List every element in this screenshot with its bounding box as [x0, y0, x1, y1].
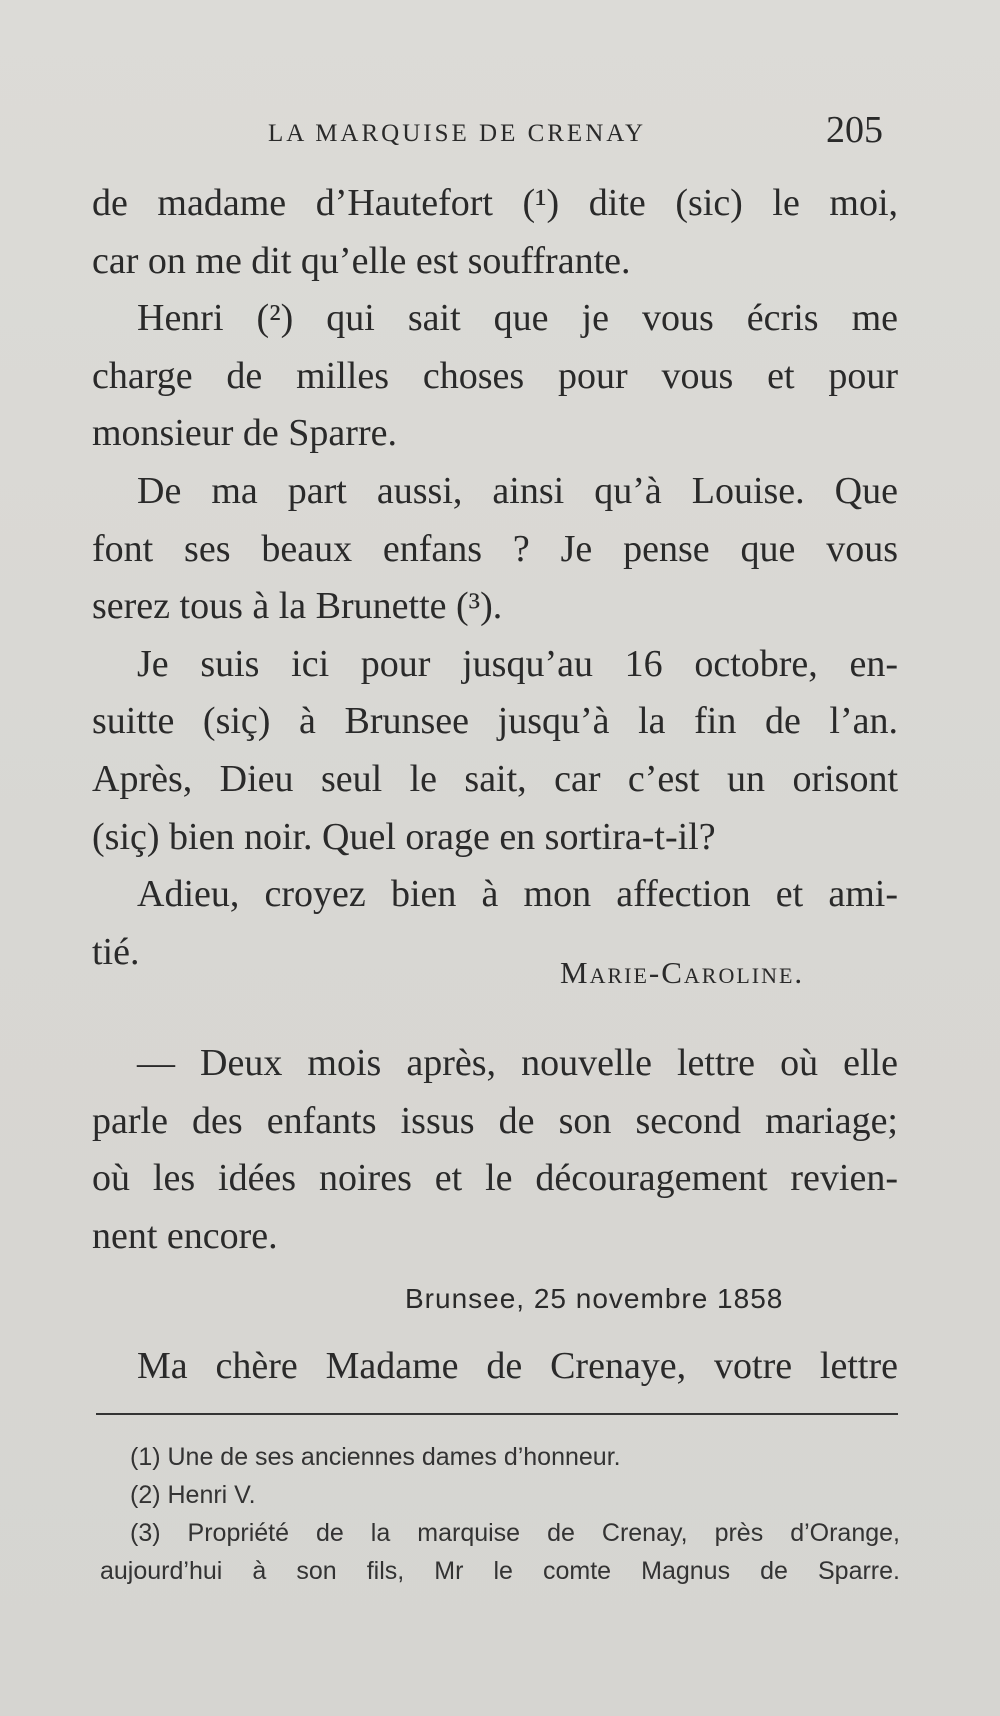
letter-body	[92, 175, 898, 981]
text-line: font ses beaux enfans ? Je pense que vous	[92, 527, 898, 570]
text-line: Adieu, croyez bien à mon affection et ami-	[137, 873, 898, 916]
footnotes	[100, 1438, 900, 1590]
signature: Marie-Caroline.	[560, 955, 805, 990]
text-line: (siç) bien noir. Quel orage en sortira-t-il?	[92, 815, 716, 858]
letter-salutation	[92, 1338, 898, 1396]
page-number: 205	[826, 109, 883, 151]
text-line: Après, Dieu seul le sait, car c’est un orisont	[92, 757, 898, 800]
text-line: nent encore.	[92, 1214, 278, 1257]
text-line: Je suis ici pour jusqu’au 16 octobre, en-	[137, 642, 898, 685]
text-line: De ma part aussi, ainsi qu’à Louise. Que	[137, 469, 898, 512]
narrative-paragraph	[92, 1035, 898, 1265]
page-header	[0, 108, 1000, 151]
text-line: où les idées noires et le découragement revien-	[92, 1157, 898, 1200]
footnote: (1) Une de ses anciennes dames d’honneur.	[130, 1443, 621, 1471]
footnote: (3) Propriété de la marquise de Crenay, près d’Orange,	[130, 1519, 900, 1547]
text-line: tié.	[92, 930, 140, 973]
text-line: Ma chère Madame de Crenaye, votre lettre	[137, 1345, 898, 1387]
footnote: (2) Henri V.	[130, 1481, 256, 1509]
text-line: Henri (²) qui sait que je vous écris me	[137, 297, 898, 340]
text-line: — Deux mois après, nouvelle lettre où elle	[137, 1042, 898, 1084]
footnote-rule	[96, 1413, 898, 1415]
footnote: aujourd’hui à son fils, Mr le comte Magnus de Sparre.	[100, 1557, 900, 1585]
text-line: monsieur de Sparre.	[92, 412, 397, 455]
text-line: parle des enfants issus de son second mariage;	[92, 1099, 898, 1142]
letter-dateline: Brunsee, 25 novembre 1858	[405, 1283, 784, 1314]
text-line: car on me dit qu’elle est souffrante.	[92, 239, 631, 282]
text-line: suitte (siç) à Brunsee jusqu’à la fin de l’an.	[92, 700, 898, 743]
text-line: serez tous à la Brunette (³).	[92, 585, 503, 628]
text-line: charge de milles choses pour vous et pour	[92, 354, 898, 397]
running-title: LA MARQUISE DE CRENAY	[268, 120, 647, 147]
text-line: de madame d’Hautefort (¹) dite (sic) le moi,	[92, 182, 898, 224]
